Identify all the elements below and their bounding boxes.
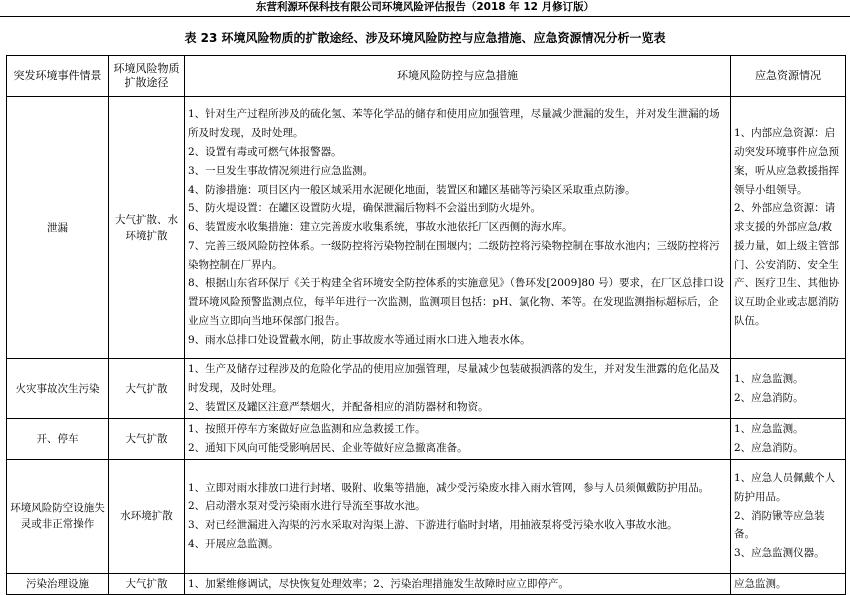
resources-cell: [731, 359, 846, 419]
resources-cell: [731, 459, 846, 573]
event-cell: 泄漏: [7, 97, 109, 359]
event-cell: 火灾事故次生污染: [7, 359, 109, 419]
measure-item: 1、加紧维修调试，尽快恢复处理效率；2、污染治理措施发生故障时应立即停产。: [188, 577, 569, 590]
measures-cell: [185, 459, 731, 573]
resources-cell: [731, 573, 846, 595]
measure-item: 2、装置区及罐区注意严禁烟火，并配备相应的消防器材和物资。: [188, 400, 489, 413]
measure-item: 2、通知下风向可能受影响居民、企业等做好应急撤离准备。: [188, 441, 468, 454]
report-header: 东营利源环保科技有限公司环境风险评估报告（2018 年 12 月修订版）: [0, 0, 850, 17]
resource-item: 2、应急消防。: [734, 391, 804, 404]
table-row: [7, 359, 846, 419]
table-row: [7, 459, 846, 573]
measure-item: 8、根据山东省环保厅《关于构建全省环境安全防控体系的实施意见》（鲁环发[2009]80 号）要求，在厂区总排口设置环境风险预警监测点位，每半年进行一次监测，监测项目包括：pH、氯化物、苯等。在发现监测指标超标后，企业应当立即向当地环保部门报告。: [188, 277, 725, 328]
resource-item: 2、应急消防。: [734, 441, 804, 454]
measure-item: 3、对已经泄漏进入沟渠的污水采取对沟渠上游、下游进行临时封堵，用抽液泵将受污染水收入事故水池。: [188, 519, 678, 532]
col-header-path: 环境风险物质扩散途径: [109, 56, 185, 97]
resource-item: 1、内部应急资源：启动突发环境事件应急预案，听从应急救援指挥领导小组领导。: [734, 127, 839, 196]
table-header-row: [7, 56, 846, 97]
resource-item: 2、外部应急资源：请求支援的外部应急/救援力量，如上级主管部门、公安消防、安全生产、医疗卫生、其他协议互助企业或志愿消防队伍。: [734, 202, 839, 328]
table-caption: 表 23 环境风险物质的扩散途经、涉及环境风险防控与应急措施、应急资源情况分析一览表: [184, 31, 666, 45]
table-row: [7, 419, 846, 460]
resource-item: 3、应急监测仪器。: [734, 547, 825, 560]
event-cell: 环境风险防空设施失灵或非正常操作: [7, 459, 109, 573]
measure-item: 1、立即对雨水排放口进行封堵、吸附、收集等措施，减少受污染废水排入雨水管网，参与人员须佩戴防护用品。: [188, 481, 710, 494]
measure-item: 7、完善三级风险防控体系。一级防控将污染物控制在围堰内；二级防控将污染物控制在事故水池内；三级防控将污染物控制在厂界内。: [188, 239, 720, 271]
resource-item: 2、消防锹等应急装备。: [734, 509, 825, 541]
measure-item: 4、防渗措施：项目区内一般区域采用水泥硬化地面，装置区和罐区基础等污染区采取重点防渗。: [188, 183, 636, 196]
resources-cell: [731, 419, 846, 460]
measure-item: 1、生产及储存过程涉及的危险化学品的使用应加强管理，尽量减少包装破损洒落的发生，并对发生泄露的危化品及时发现，及时处理。: [188, 363, 720, 395]
resource-item: 应急监测。: [734, 577, 787, 590]
event-cell: 污染治理设施: [7, 573, 109, 595]
resource-item: 1、应急监测。: [734, 423, 804, 435]
measure-item: 5、防火堤设置：在罐区设置防火堤，确保泄漏后物料不会溢出到防火堤外。: [188, 202, 542, 215]
measure-item: 1、针对生产过程所涉及的硫化氢、苯等化学品的储存和使用应加强管理，尽量减少泄漏的发生，并对发生泄漏的场所及时发现，及时处理。: [188, 108, 720, 140]
measure-item: 1、按照开停车方案做好应急监测和应急救援工作。: [188, 423, 426, 435]
measures-cell: [185, 359, 731, 419]
measures-cell: [185, 419, 731, 460]
measure-item: 9、雨水总排口处设置截水闸，防止事故废水等通过雨水口进入地表水体。: [188, 333, 531, 346]
path-cell: 大气扩散、水环境扩散: [109, 97, 185, 359]
resource-item: 1、应急监测。: [734, 372, 804, 385]
path-cell: 大气扩散: [109, 419, 185, 460]
measure-item: 3、一旦发生事故情况须进行应急监测。: [188, 164, 374, 177]
measures-cell: [185, 573, 731, 595]
measures-cell: [185, 97, 731, 359]
event-cell: 开、停车: [7, 419, 109, 460]
risk-analysis-table: [6, 55, 846, 595]
measure-item: 2、启动潜水泵对受污染雨水进行导流至事故水池。: [188, 500, 426, 513]
table-row: [7, 573, 846, 595]
path-cell: 水环境扩散: [109, 459, 185, 573]
col-header-resources: 应急资源情况: [731, 56, 846, 97]
col-header-measures: 环境风险防控与应急措施: [185, 56, 731, 97]
measure-item: 2、设置有毒或可燃气体报警器。: [188, 145, 342, 158]
table-row: [7, 97, 846, 359]
measure-item: 4、开展应急监测。: [188, 537, 279, 550]
resources-cell: [731, 97, 846, 359]
resource-item: 1、应急人员佩戴个人防护用品。: [734, 472, 836, 503]
col-header-event: 突发环境事件情景: [7, 56, 109, 97]
path-cell: 大气扩散: [109, 359, 185, 419]
path-cell: 大气扩散: [109, 573, 185, 595]
measure-item: 6、装置废水收集措施：建立完善废水收集系统，事故水池依托厂区西侧的海水库。: [188, 221, 573, 234]
